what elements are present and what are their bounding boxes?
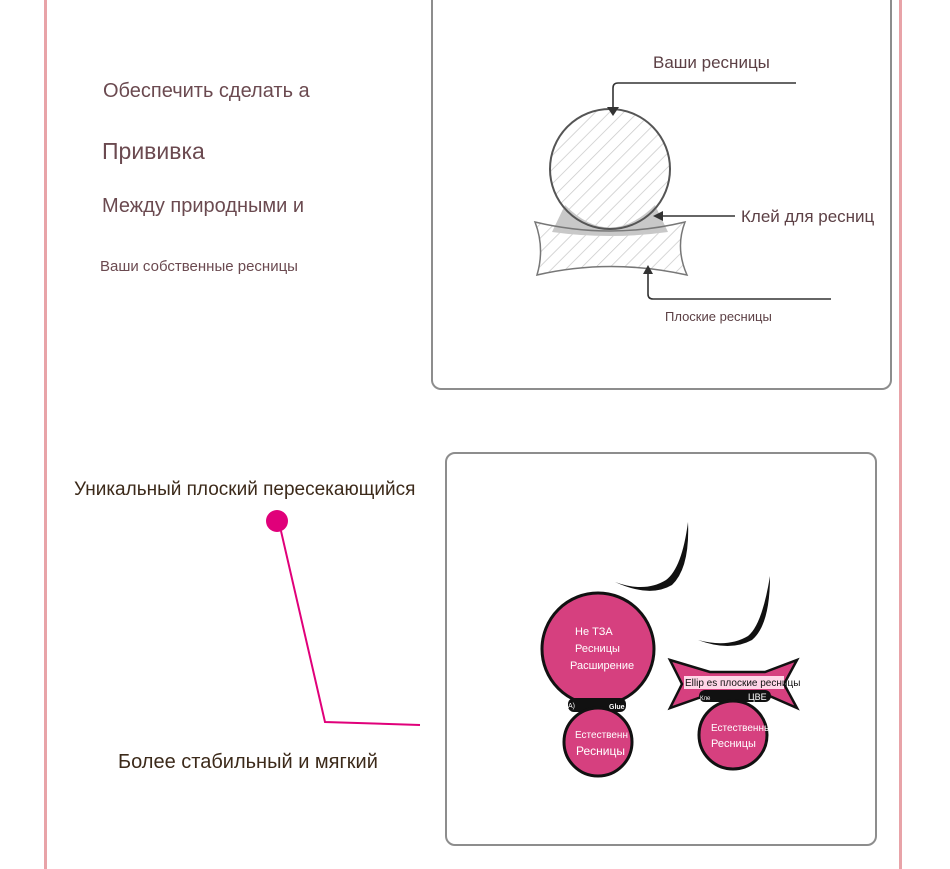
- natural-lash-circle-right: [699, 701, 767, 769]
- right-bottom-line-1: Естественный: [711, 723, 777, 734]
- left-top-line-2: Ресницы: [575, 643, 620, 655]
- right-small-right: ЦВЕ: [748, 692, 767, 702]
- left-bottom-line-1: Естественн: [575, 730, 628, 741]
- right-small-left: Кле: [700, 696, 711, 702]
- lash-glue-label: Клей для ресниц: [741, 207, 875, 226]
- left-glue: Glue: [609, 704, 625, 711]
- intro-line-3: Между природными и: [102, 195, 305, 217]
- stable-soft-subheading: Более стабильный и мягкий: [118, 751, 378, 773]
- flat-lashes-label: Плоские ресницы: [665, 309, 772, 324]
- left-small-a: A): [568, 703, 575, 710]
- right-bottom-line-2: Ресницы: [711, 738, 756, 750]
- left-bottom-line-2: Ресницы: [576, 744, 625, 758]
- left-top-line-3: Расширение: [570, 660, 635, 672]
- your-lashes-label: Ваши ресницы: [653, 53, 770, 72]
- intro-line-4: Ваши собственные ресницы: [100, 258, 298, 275]
- intro-line-2: Прививка: [102, 138, 205, 164]
- natural-lash-circle-left: [564, 708, 632, 776]
- unique-heading: Уникальный плоский пересекающийся: [74, 479, 416, 500]
- curl-lash-right: [698, 576, 770, 646]
- intro-line-1: Обеспечить сделать а: [103, 80, 310, 102]
- curl-lash-left: [615, 522, 688, 591]
- left-top-line-1: Не ТЗА: [575, 626, 613, 638]
- right-band-text: Ellip es плоские ресницы: [685, 678, 801, 689]
